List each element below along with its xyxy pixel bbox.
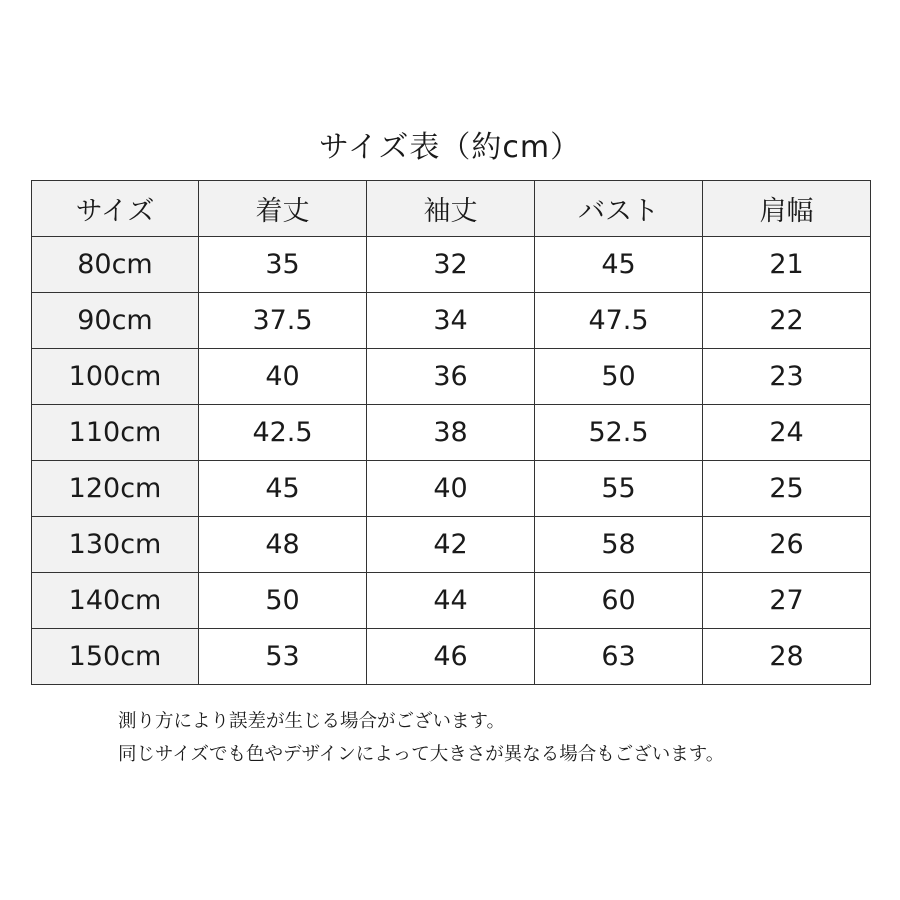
- shoulder-cell: 22: [703, 293, 871, 349]
- size-cell: 140cm: [32, 573, 199, 629]
- shoulder-cell: 24: [703, 405, 871, 461]
- shoulder-cell: 25: [703, 461, 871, 517]
- header-size: サイズ: [32, 181, 199, 237]
- length-cell: 42.5: [199, 405, 367, 461]
- sleeve-cell: 36: [367, 349, 535, 405]
- size-cell: 100cm: [32, 349, 199, 405]
- shoulder-cell: 21: [703, 237, 871, 293]
- table-row: [32, 573, 871, 629]
- size-cell: 130cm: [32, 517, 199, 573]
- shoulder-cell: 28: [703, 629, 871, 685]
- bust-cell: 58: [535, 517, 703, 573]
- length-cell: 45: [199, 461, 367, 517]
- sleeve-cell: 42: [367, 517, 535, 573]
- table-row: [32, 349, 871, 405]
- header-shoulder: 肩幅: [703, 181, 871, 237]
- table-header-row: [32, 181, 871, 237]
- note-measurement-error: 測り方により誤差が生じる場合がございます。: [118, 711, 506, 732]
- size-cell: 120cm: [32, 461, 199, 517]
- bust-cell: 63: [535, 629, 703, 685]
- header-sleeve: 袖丈: [367, 181, 535, 237]
- sleeve-cell: 44: [367, 573, 535, 629]
- sleeve-cell: 38: [367, 405, 535, 461]
- length-cell: 35: [199, 237, 367, 293]
- table-row: [32, 629, 871, 685]
- sleeve-cell: 46: [367, 629, 535, 685]
- size-cell: 150cm: [32, 629, 199, 685]
- bust-cell: 47.5: [535, 293, 703, 349]
- page-title: サイズ表（約cm）: [318, 130, 582, 165]
- table-row: [32, 237, 871, 293]
- bust-cell: 60: [535, 573, 703, 629]
- length-cell: 40: [199, 349, 367, 405]
- size-table: [31, 180, 871, 685]
- size-cell: 110cm: [32, 405, 199, 461]
- header-bust: バスト: [535, 181, 703, 237]
- shoulder-cell: 26: [703, 517, 871, 573]
- bust-cell: 45: [535, 237, 703, 293]
- table-row: [32, 517, 871, 573]
- size-cell: 90cm: [32, 293, 199, 349]
- bust-cell: 50: [535, 349, 703, 405]
- length-cell: 48: [199, 517, 367, 573]
- shoulder-cell: 23: [703, 349, 871, 405]
- size-cell: 80cm: [32, 237, 199, 293]
- sleeve-cell: 32: [367, 237, 535, 293]
- shoulder-cell: 27: [703, 573, 871, 629]
- bust-cell: 52.5: [535, 405, 703, 461]
- table-row: [32, 293, 871, 349]
- notes: [118, 705, 878, 771]
- sleeve-cell: 34: [367, 293, 535, 349]
- bust-cell: 55: [535, 461, 703, 517]
- table-row: [32, 405, 871, 461]
- table-row: [32, 461, 871, 517]
- header-length: 着丈: [199, 181, 367, 237]
- length-cell: 37.5: [199, 293, 367, 349]
- note-size-variation: 同じサイズでも色やデザインによって大きさが異なる場合もございます。: [118, 744, 725, 765]
- length-cell: 53: [199, 629, 367, 685]
- sleeve-cell: 40: [367, 461, 535, 517]
- length-cell: 50: [199, 573, 367, 629]
